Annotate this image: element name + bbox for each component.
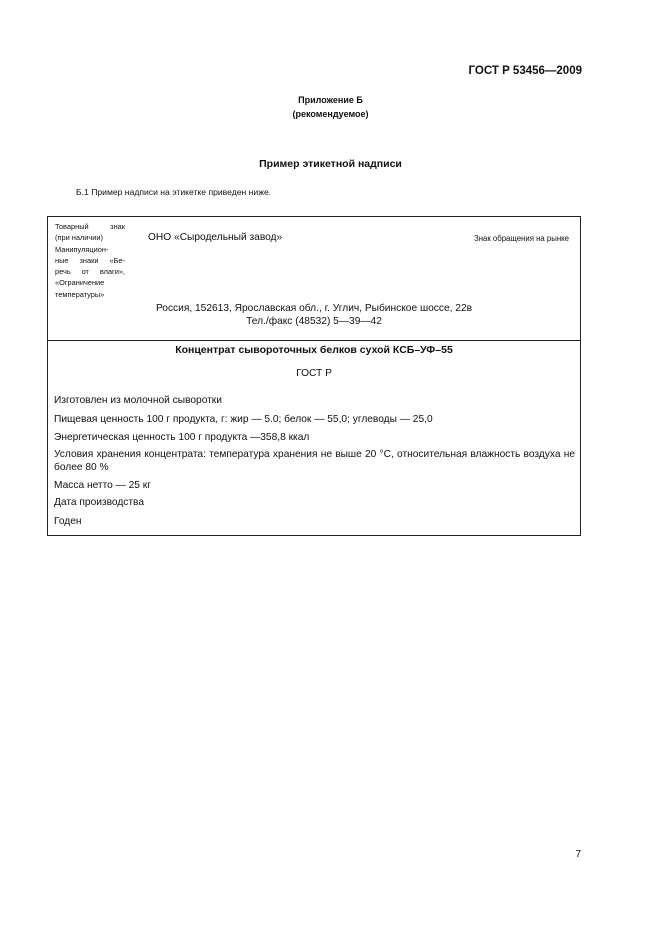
company-address: Россия, 152613, Ярославская обл., г. Углич, Рыбинское шоссе, 22в bbox=[155, 303, 473, 314]
label-example-box bbox=[47, 216, 581, 536]
trademark-note bbox=[55, 221, 125, 300]
company-phone: Тел./факс (48532) 5—39—42 bbox=[246, 316, 382, 327]
product-name: Концентрат сывороточных белков сухой КСБ–УФ–55 bbox=[175, 344, 453, 356]
trademark-note-line: Манипуляцион- bbox=[55, 244, 109, 254]
product-standard: ГОСТ Р bbox=[296, 368, 332, 379]
production-date-line: Дата производства bbox=[54, 497, 145, 508]
made-from-line: Изготовлен из молочной сыворотки bbox=[54, 395, 222, 406]
annex-title: Приложение Б bbox=[298, 95, 363, 105]
document-code: ГОСТ Р 53456—2009 bbox=[468, 65, 582, 77]
trademark-note-line: Товарный знак bbox=[55, 222, 125, 231]
label-divider bbox=[48, 340, 580, 341]
storage-conditions-line: Условия хранения концентрата: температура хранения не выше 20 °С, относительная влажность воздуха не более 80 % bbox=[54, 449, 575, 473]
energy-line: Энергетическая ценность 100 г продукта —358,8 ккал bbox=[54, 432, 310, 443]
valid-until-line: Годен bbox=[54, 516, 82, 527]
company-name: ОНО «Сыродельный завод» bbox=[148, 232, 283, 243]
nutrition-line: Пищевая ценность 100 г продукта, г: жир — 5.0; белок — 55,0; углеводы — 25,0 bbox=[54, 414, 433, 425]
page-number: 7 bbox=[575, 849, 581, 860]
trademark-note-line: температуры» bbox=[55, 289, 105, 299]
intro-paragraph: Б.1 Пример надписи на этикетке приведен ниже. bbox=[76, 187, 272, 197]
section-title: Пример этикетной надписи bbox=[259, 158, 402, 170]
trademark-note-line: «Ограничение bbox=[55, 278, 105, 288]
net-mass-line: Масса нетто — 25 кг bbox=[54, 480, 151, 491]
trademark-note-line: ные знаки «Бе- bbox=[55, 255, 125, 265]
annex-status: (рекомендуемое) bbox=[292, 109, 369, 119]
market-sign-note: Знак обращения на рынке bbox=[473, 234, 569, 243]
trademark-note-line: (при наличии) bbox=[55, 233, 103, 243]
trademark-note-line: речь от влаги», bbox=[55, 267, 125, 277]
